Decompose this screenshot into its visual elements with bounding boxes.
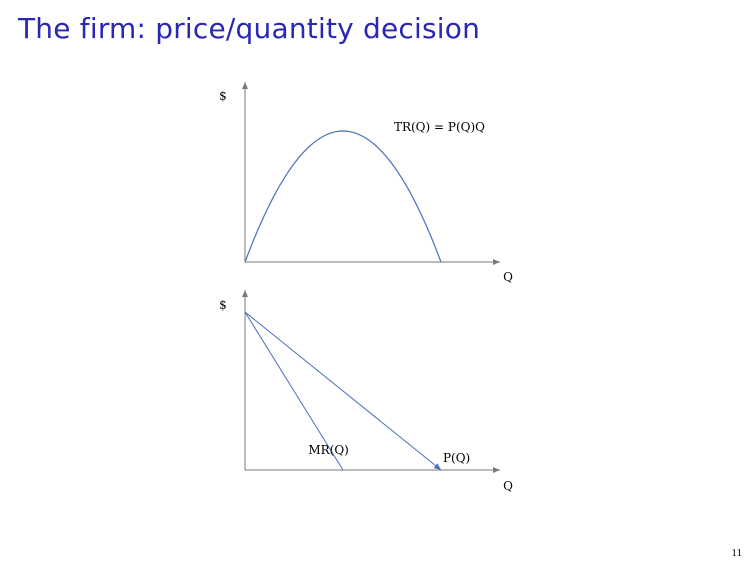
curve-label: MR(Q) — [308, 443, 349, 458]
x-axis-label: Q — [503, 479, 513, 493]
curve-label: TR(Q) = P(Q)Q — [393, 120, 486, 134]
curve-label: P(Q) — [442, 451, 471, 466]
page-number: 11 — [731, 547, 742, 559]
slide-title: The firm: price/quantity decision — [18, 12, 481, 45]
y-axis-label: $ — [219, 298, 227, 312]
revenue-chart — [219, 82, 513, 284]
series-tr-q-p-q-q — [245, 131, 441, 262]
marginal-revenue-chart — [219, 290, 513, 493]
x-axis-label: Q — [503, 270, 513, 284]
y-axis-label: $ — [219, 89, 227, 103]
